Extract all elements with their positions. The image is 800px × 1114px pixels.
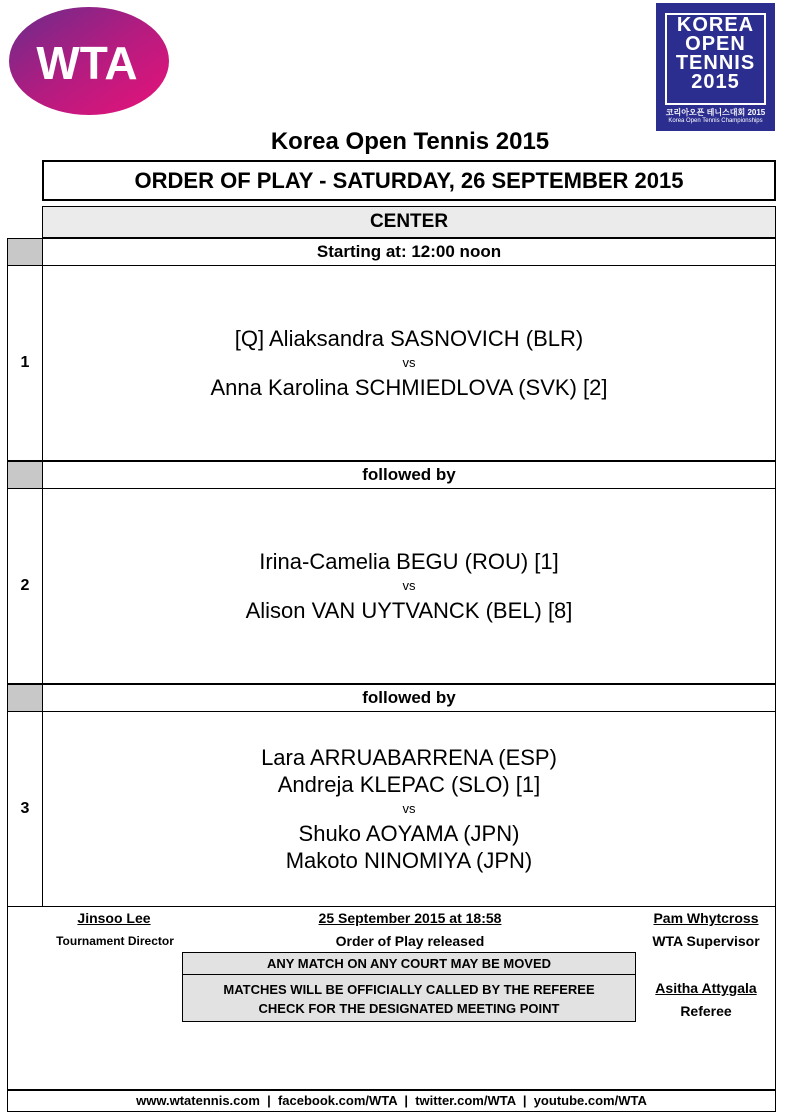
match-start-band: followed by [42, 684, 776, 712]
vs-label: vs [402, 801, 416, 816]
match-number: 3 [7, 711, 43, 907]
player-name: Makoto NINOMIYA (JPN) [285, 848, 533, 873]
director-role: Tournament Director [56, 934, 174, 948]
supervisor-role: WTA Supervisor [652, 933, 760, 949]
referee-role: Referee [680, 1003, 732, 1019]
release-label: Order of Play released [335, 933, 485, 949]
match-start-band: Starting at: 12:00 noon [42, 238, 776, 266]
player-name: [Q] Aliaksandra SASNOVICH (BLR) [234, 326, 584, 351]
social-links[interactable]: www.wtatennis.com | facebook.com/WTA | twitter.com/WTA | youtube.com/WTA [7, 1090, 776, 1112]
player-name: Shuko AOYAMA (JPN) [298, 821, 520, 846]
match-card [42, 488, 776, 684]
match-card [42, 711, 776, 907]
match-number: 2 [7, 488, 43, 684]
vs-label: vs [402, 578, 416, 593]
korea-open-logo-line: 2015 [691, 71, 740, 93]
player-name: Anna Karolina SCHMIEDLOVA (SVK) [2] [210, 375, 608, 400]
wta-logo-text: WTA [36, 37, 138, 89]
player-name: Irina-Camelia BEGU (ROU) [1] [259, 549, 559, 574]
korea-open-logo-subtitle: Korea Open Tennis Championships [668, 118, 763, 124]
match-card [42, 265, 776, 461]
korea-open-logo-line: TENNIS [675, 52, 756, 74]
supervisor-name: Pam Whytcross [653, 910, 759, 926]
notice-match-moved: ANY MATCH ON ANY COURT MAY BE MOVED [182, 952, 636, 975]
korea-open-logo-line: KOREA [676, 14, 755, 36]
band-left-cell [7, 461, 43, 489]
page-title: Korea Open Tennis 2015 [270, 128, 550, 155]
director-name: Jinsoo Lee [77, 910, 151, 926]
release-date: 25 September 2015 at 18:58 [318, 910, 502, 926]
notice-line: MATCHES WILL BE OFFICIALLY CALLED BY THE REFEREE [223, 982, 595, 997]
player-name: Lara ARRUABARRENA (ESP) [261, 745, 557, 770]
match-number: 1 [7, 265, 43, 461]
referee-name: Asitha Attygala [655, 980, 757, 996]
band-left-cell [7, 684, 43, 712]
korea-open-logo-korean: 코리아오픈 테니스대회 2015 [665, 108, 766, 117]
notice-called-by-referee [182, 974, 636, 1022]
court-name: CENTER [42, 206, 776, 238]
player-name: Andreja KLEPAC (SLO) [1] [277, 772, 541, 797]
notice-line: CHECK FOR THE DESIGNATED MEETING POINT [258, 1001, 560, 1016]
vs-label: vs [402, 355, 416, 370]
match-start-band: followed by [42, 461, 776, 489]
band-left-cell [7, 238, 43, 266]
korea-open-logo [656, 3, 775, 131]
order-of-play-heading: ORDER OF PLAY - SATURDAY, 26 SEPTEMBER 2015 [42, 160, 776, 201]
wta-logo [7, 3, 170, 117]
player-name: Alison VAN UYTVANCK (BEL) [8] [245, 598, 573, 623]
korea-open-logo-line: OPEN [685, 33, 746, 55]
